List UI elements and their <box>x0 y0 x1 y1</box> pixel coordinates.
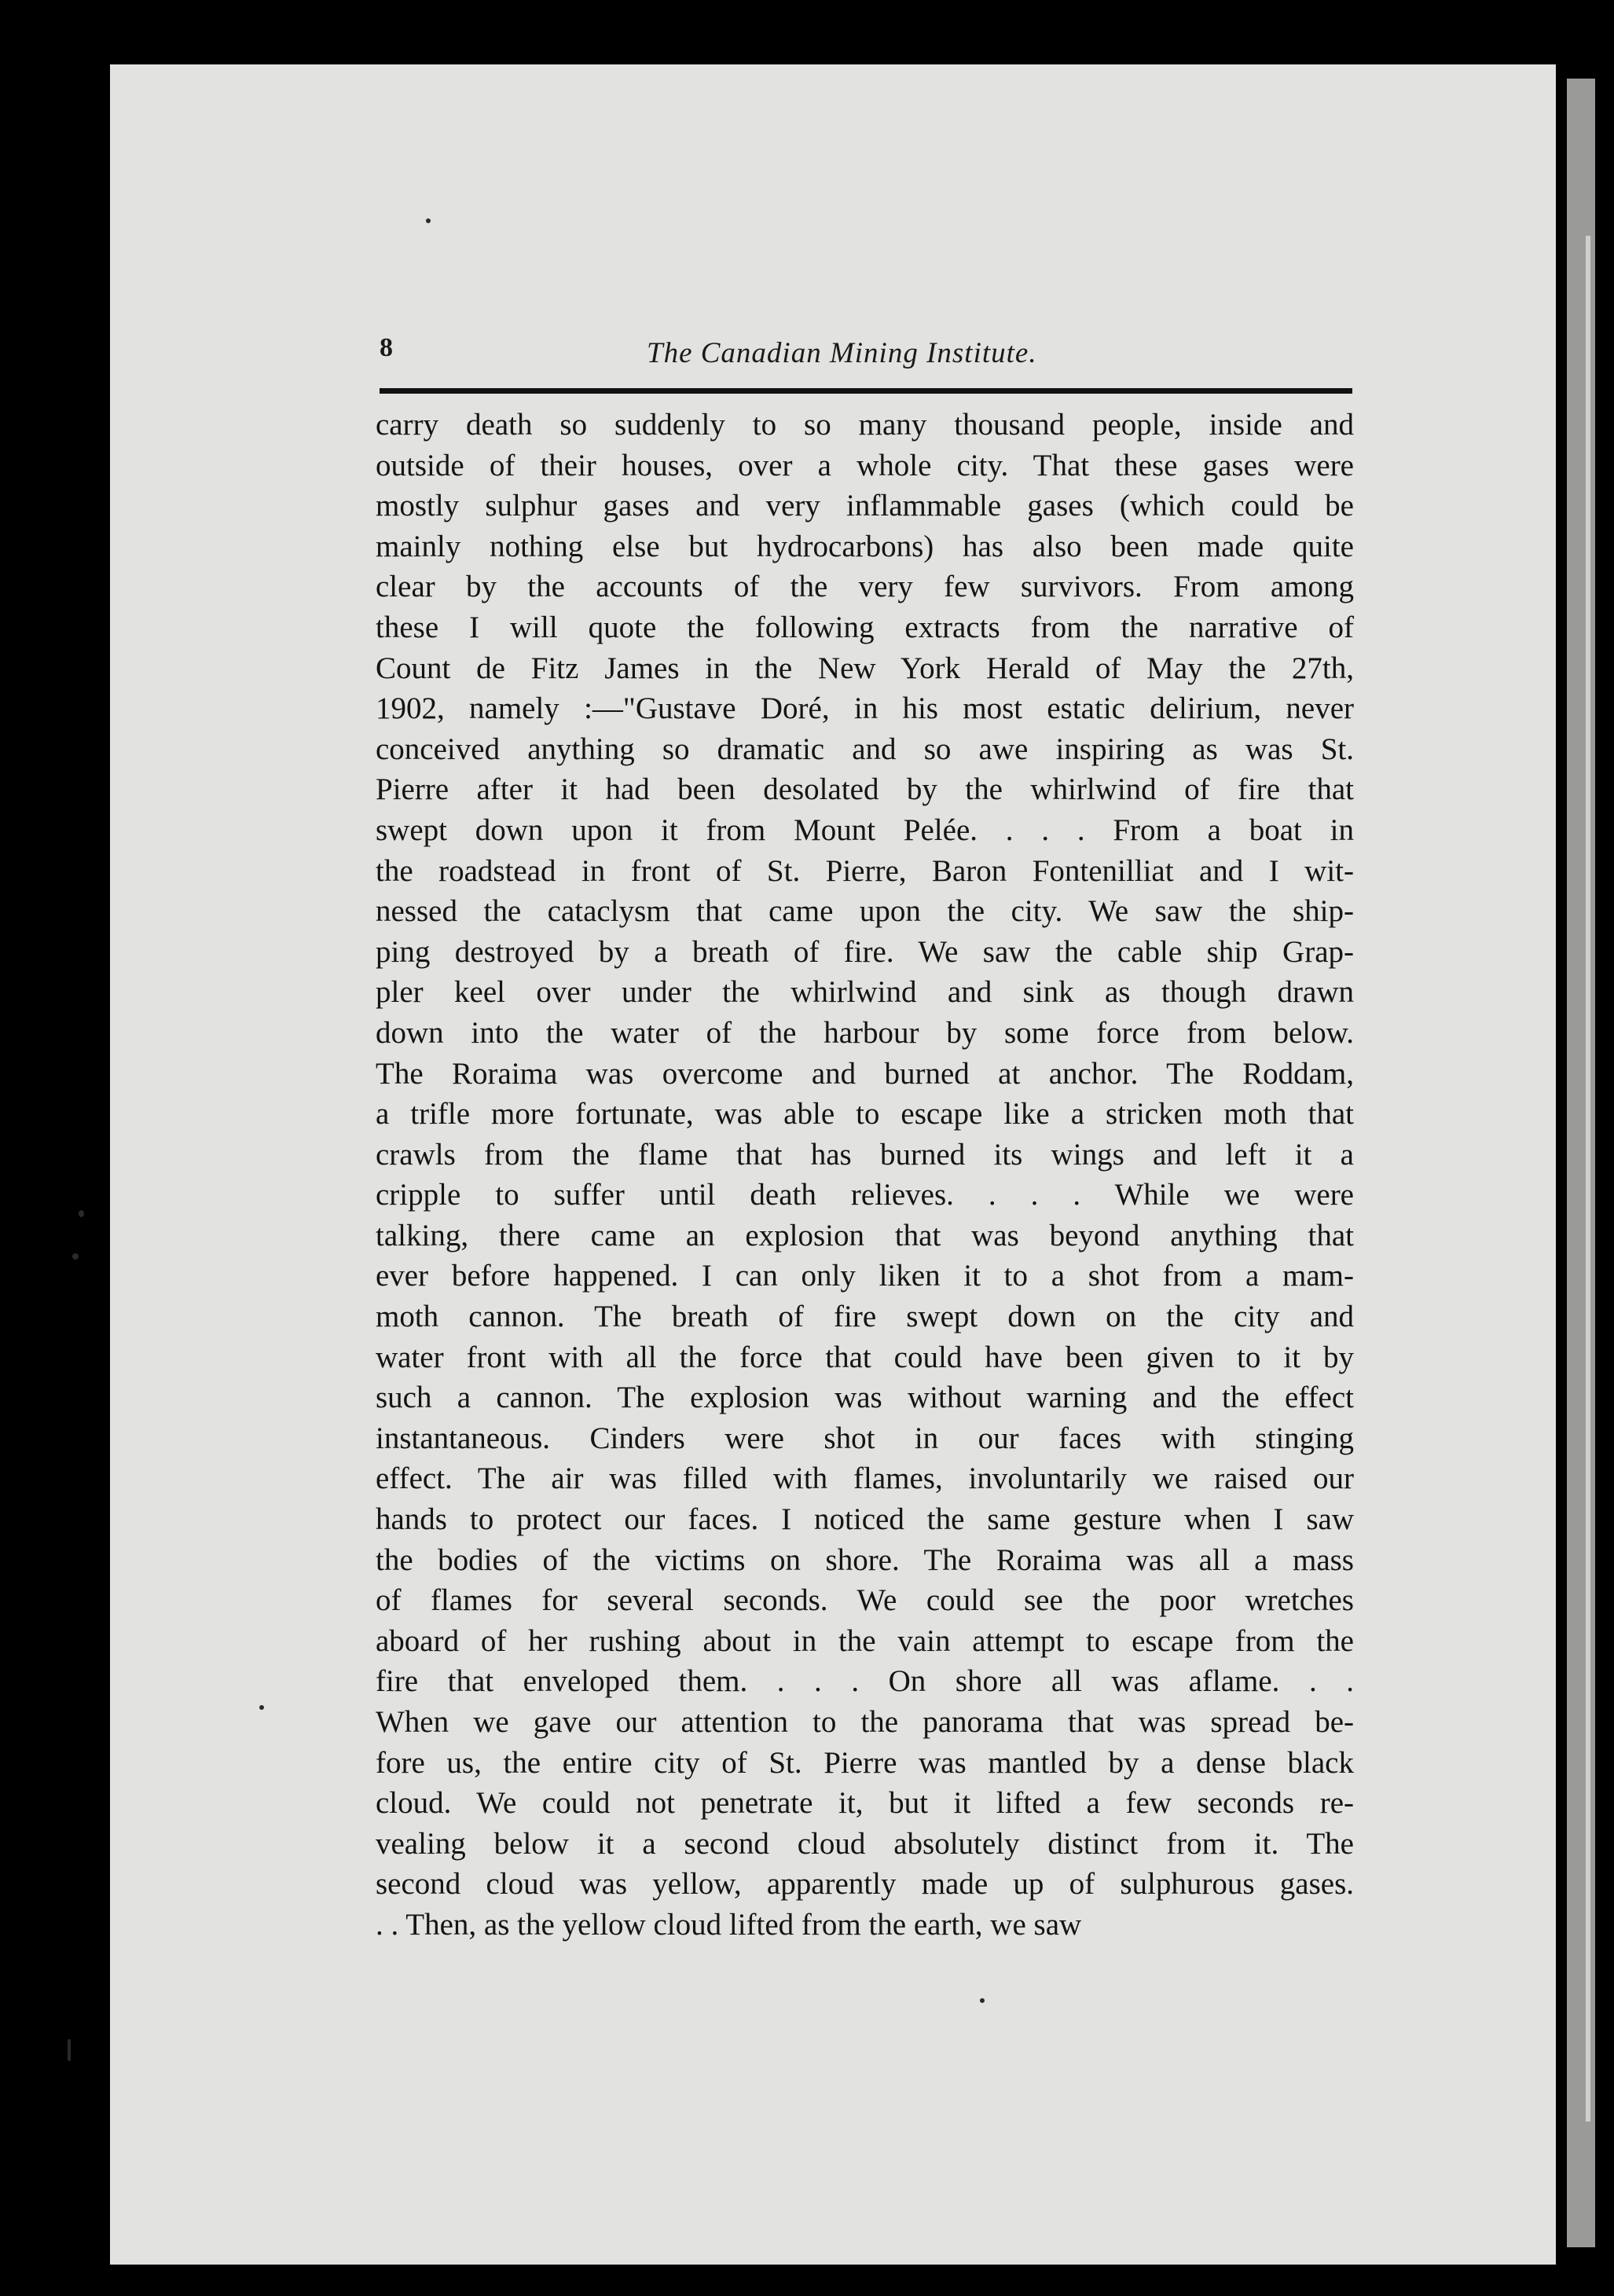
scan-speck <box>68 2039 71 2061</box>
text-line: cloud. We could not penetrate it, but it lifted a few seconds re- <box>376 1786 1354 1821</box>
text-line: swept down upon it from Mount Pelée. . . . From a boat in <box>376 812 1354 847</box>
text-line: mainly nothing else but hydrocarbons) has also been made quite <box>376 529 1354 563</box>
text-line: ever before happened. I can only liken it to a shot from a mam- <box>376 1259 1354 1293</box>
text-line: pler keel over under the whirlwind and sink as though drawn <box>376 975 1354 1010</box>
text-line: . . Then, as the yellow cloud lifted from the earth, we saw <box>376 1907 1082 1942</box>
text-line: hands to protect our faces. I noticed the same gesture when I saw <box>376 1502 1354 1537</box>
scan-speck <box>79 1210 84 1217</box>
text-line: The Roraima was overcome and burned at anchor. The Roddam, <box>376 1056 1354 1091</box>
page-header <box>380 330 1354 377</box>
header-rule <box>380 388 1352 394</box>
running-title: The Canadian Mining Institute. <box>647 337 1037 369</box>
text-line: these I will quote the following extracts from the narrative of <box>376 610 1354 644</box>
text-line: water front with all the force that could have been given to it by <box>376 1340 1354 1374</box>
scan-speck <box>980 1998 985 2003</box>
text-line: Pierre after it had been desolated by the whirlwind of fire that <box>376 772 1354 807</box>
text-line: mostly sulphur gases and very inflammable gases (which could be <box>376 489 1354 523</box>
text-line: crawls from the flame that has burned its wings and left it a <box>376 1137 1354 1172</box>
text-line: fire that enveloped them. . . . On shore all was aflame. . . <box>376 1664 1354 1699</box>
text-line: second cloud was yellow, apparently made up of sulphurous gases. <box>376 1867 1354 1902</box>
text-line: cripple to suffer until death relieves. . . . While we were <box>376 1178 1354 1212</box>
text-line: talking, there came an explosion that was beyond anything that <box>376 1218 1354 1253</box>
text-line: fore us, the entire city of St. Pierre was mantled by a dense black <box>376 1745 1354 1780</box>
text-line: the bodies of the victims on shore. The Roraima was all a mass <box>376 1542 1354 1577</box>
text-line: nessed the cataclysm that came upon the city. We saw the ship- <box>376 894 1354 929</box>
text-line: Count de Fitz James in the New York Herald of May the 27th, <box>376 651 1354 685</box>
scan-speck <box>426 218 431 223</box>
text-line: clear by the accounts of the very few survivors. From among <box>376 570 1354 604</box>
text-line: outside of their houses, over a whole city. That these gases were <box>376 448 1354 482</box>
text-line: down into the water of the harbour by some force from below. <box>376 1015 1354 1050</box>
text-line: vealing below it a second cloud absolutely distinct from it. The <box>376 1826 1354 1861</box>
text-line: of flames for several seconds. We could see the poor wretches <box>376 1583 1354 1618</box>
text-line: carry death so suddenly to so many thousand people, inside and <box>376 408 1354 442</box>
text-line: moth cannon. The breath of fire swept down on the city and <box>376 1300 1354 1334</box>
text-line: ping destroyed by a breath of fire. We saw the cable ship Grap- <box>376 934 1354 969</box>
text-line: such a cannon. The explosion was without warning and the effect <box>376 1381 1354 1415</box>
text-line: effect. The air was filled with flames, involuntarily we raised our <box>376 1462 1354 1496</box>
text-line: 1902, namely :—"Gustave Doré, in his most estatic delirium, never <box>376 691 1354 726</box>
text-line: the roadstead in front of St. Pierre, Baron Fontenilliat and I wit- <box>376 853 1354 888</box>
page-number: 8 <box>380 333 393 362</box>
text-line: a trifle more fortunate, was able to escape like a stricken moth that <box>376 1097 1354 1131</box>
text-line: aboard of her rushing about in the vain attempt to escape from the <box>376 1623 1354 1658</box>
text-line: instantaneous. Cinders were shot in our faces with stinging <box>376 1421 1354 1455</box>
facing-page-edge <box>1567 79 1595 2247</box>
text-line: When we gave our attention to the panorama that was spread be- <box>376 1705 1354 1739</box>
body-text <box>376 405 1354 1946</box>
text-line: conceived anything so dramatic and so awe inspiring as was St. <box>376 732 1354 766</box>
facing-page-edge-highlight <box>1586 236 1590 2122</box>
scan-speck <box>72 1253 79 1260</box>
scan-speck <box>259 1705 264 1710</box>
